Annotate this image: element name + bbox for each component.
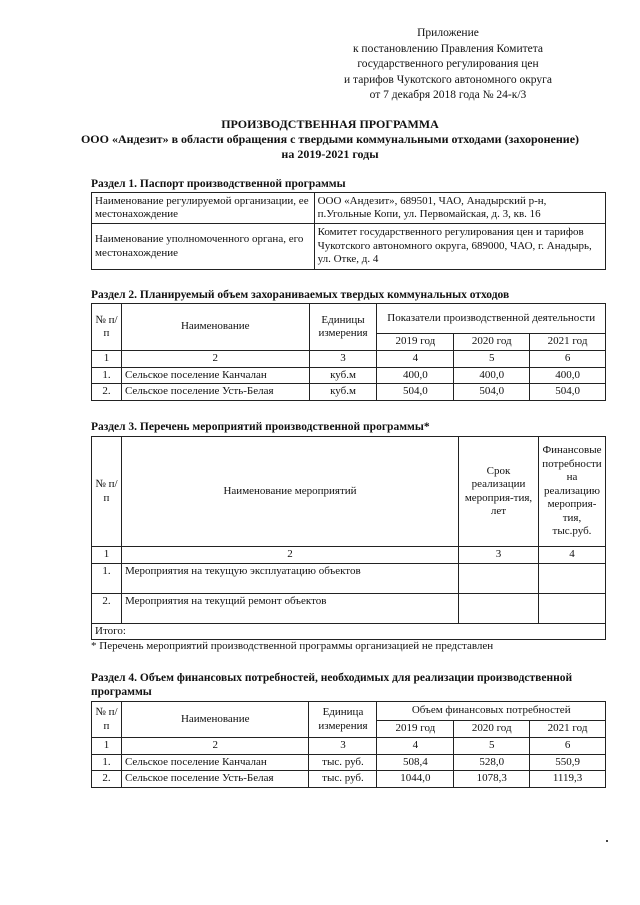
table-total-row: [92, 623, 606, 640]
title-line: на 2019-2021 годы: [281, 147, 379, 161]
table-cell: 504,0: [377, 384, 454, 401]
table-cell: 2.: [92, 593, 122, 623]
document-title: [60, 117, 600, 162]
table-cell: 1.: [92, 367, 122, 384]
table-cell: Сельское поселение Усть-Белая: [121, 771, 309, 788]
table-cell: Мероприятия на текущий ремонт объектов: [121, 593, 458, 623]
passport-table: [91, 192, 606, 270]
index-cell: 6: [530, 738, 606, 755]
title-line: ПРОИЗВОДСТВЕННАЯ ПРОГРАММА: [221, 117, 439, 131]
appendix-line: от 7 декабря 2018 года № 24-к/3: [369, 89, 527, 101]
index-cell: 1: [92, 738, 122, 755]
section3-heading: Раздел 3. Перечень мероприятий производственной программы*: [91, 421, 430, 433]
index-cell: 5: [454, 738, 530, 755]
table-header-row: [92, 437, 606, 547]
table-cell: 1044,0: [377, 771, 454, 788]
index-cell: 4: [377, 738, 454, 755]
table-cell: Сельское поселение Канчалан: [121, 367, 309, 384]
table-cell: 528,0: [454, 754, 530, 771]
index-cell: 4: [377, 351, 454, 368]
appendix-block: [298, 26, 598, 104]
table-row: [92, 384, 606, 401]
finance-table: [91, 701, 606, 788]
table-index-row: [92, 738, 606, 755]
table-cell: 504,0: [454, 384, 530, 401]
header-cell: Единица измерения: [309, 702, 377, 738]
appendix-line: Приложение: [417, 27, 479, 39]
section1-heading: Раздел 1. Паспорт производственной программы: [91, 178, 346, 190]
table-cell: [538, 593, 605, 623]
table-header-row: [92, 702, 606, 721]
table-index-row: [92, 351, 606, 368]
table-cell: 1.: [92, 754, 122, 771]
header-cell: Срок реализации мероприя-тия, лет: [459, 437, 539, 547]
title-line: ООО «Андезит» в области обращения с твердыми коммунальными отходами (захоронение): [80, 132, 580, 146]
table-cell: 508,4: [377, 754, 454, 771]
section2-heading: Раздел 2. Планируемый объем захораниваемых твердых коммунальных отходов: [91, 289, 510, 301]
table-row: [92, 367, 606, 384]
appendix-line: и тарифов Чукотского автономного округа: [344, 73, 552, 86]
table-cell: 400,0: [454, 367, 530, 384]
table-cell: 2.: [92, 771, 122, 788]
table-cell: 400,0: [377, 367, 454, 384]
table-cell: 2.: [92, 384, 122, 401]
header-cell: Наименование: [121, 304, 309, 351]
table-cell: [459, 563, 539, 593]
table-row: [92, 754, 606, 771]
table-cell: Комитет государственного регулирования цен и тарифов Чукотского автономного округа, 689000, ЧАО, г. Анадырь, ул. Отке, д. 4: [314, 224, 605, 270]
header-cell: Объем финансовых потребностей: [377, 702, 606, 721]
header-cell: 2019 год: [377, 334, 454, 351]
scan-speck: [606, 840, 608, 842]
table-header-row: [92, 304, 606, 334]
table-row: [92, 593, 606, 623]
index-cell: 2: [121, 351, 309, 368]
index-cell: 1: [92, 351, 122, 368]
table-cell: 550,9: [530, 754, 606, 771]
table-cell: Наименование уполномоченного органа, его местонахождение: [92, 224, 315, 270]
table-cell: [459, 593, 539, 623]
table-cell: тыс. руб.: [309, 754, 377, 771]
index-cell: 6: [530, 351, 606, 368]
header-cell: Финансовые потребности на реализацию мероприя-тия, тыс.руб.: [538, 437, 605, 547]
index-cell: 3: [309, 738, 377, 755]
activities-table: [91, 436, 606, 640]
index-cell: 1: [92, 547, 122, 564]
table-cell: куб.м: [309, 367, 377, 384]
header-cell: 2021 год: [530, 334, 606, 351]
table-cell: Мероприятия на текущую эксплуатацию объектов: [121, 563, 458, 593]
index-cell: 3: [309, 351, 377, 368]
header-cell: 2020 год: [454, 721, 530, 738]
total-cell: Итого:: [92, 623, 606, 640]
appendix-line: государственного регулирования цен: [357, 58, 539, 70]
header-cell: № п/п: [92, 437, 122, 547]
header-cell: Наименование мероприятий: [121, 437, 458, 547]
header-cell: Единицы измерения: [309, 304, 377, 351]
table-cell: 1119,3: [530, 771, 606, 788]
index-cell: 4: [538, 547, 605, 564]
index-cell: 5: [454, 351, 530, 368]
index-cell: 2: [121, 547, 458, 564]
header-cell: Наименование: [121, 702, 309, 738]
header-cell: 2019 год: [377, 721, 454, 738]
footnote: * Перечень мероприятий производственной программы организацией не представлен: [91, 640, 494, 652]
table-cell: Сельское поселение Канчалан: [121, 754, 309, 771]
table-cell: Наименование регулируемой организации, ее местонахождение: [92, 193, 315, 224]
index-cell: 3: [459, 547, 539, 564]
table-cell: 400,0: [530, 367, 606, 384]
table-cell: куб.м: [309, 384, 377, 401]
table-cell: [538, 563, 605, 593]
table-cell: тыс. руб.: [309, 771, 377, 788]
header-cell: Показатели производственной деятельности: [377, 304, 606, 334]
index-cell: 2: [121, 738, 309, 755]
table-row: [92, 224, 606, 270]
header-cell: № п/п: [92, 702, 122, 738]
header-cell: № п/п: [92, 304, 122, 351]
table-cell: 504,0: [530, 384, 606, 401]
section4-heading: Раздел 4. Объем финансовых потребностей, необходимых для реализации производственной программы: [91, 672, 573, 698]
table-cell: 1078,3: [454, 771, 530, 788]
volume-table: [91, 303, 606, 401]
header-cell: 2021 год: [530, 721, 606, 738]
appendix-line: к постановлению Правления Комитета: [352, 42, 544, 55]
table-cell: 1.: [92, 563, 122, 593]
table-cell: Сельское поселение Усть-Белая: [121, 384, 309, 401]
table-index-row: [92, 547, 606, 564]
table-cell: ООО «Андезит», 689501, ЧАО, Анадырский р-н, п.Угольные Копи, ул. Первомайская, д. 3, кв. 16: [314, 193, 605, 224]
table-row: [92, 193, 606, 224]
table-row: [92, 563, 606, 593]
header-cell: 2020 год: [454, 334, 530, 351]
table-row: [92, 771, 606, 788]
